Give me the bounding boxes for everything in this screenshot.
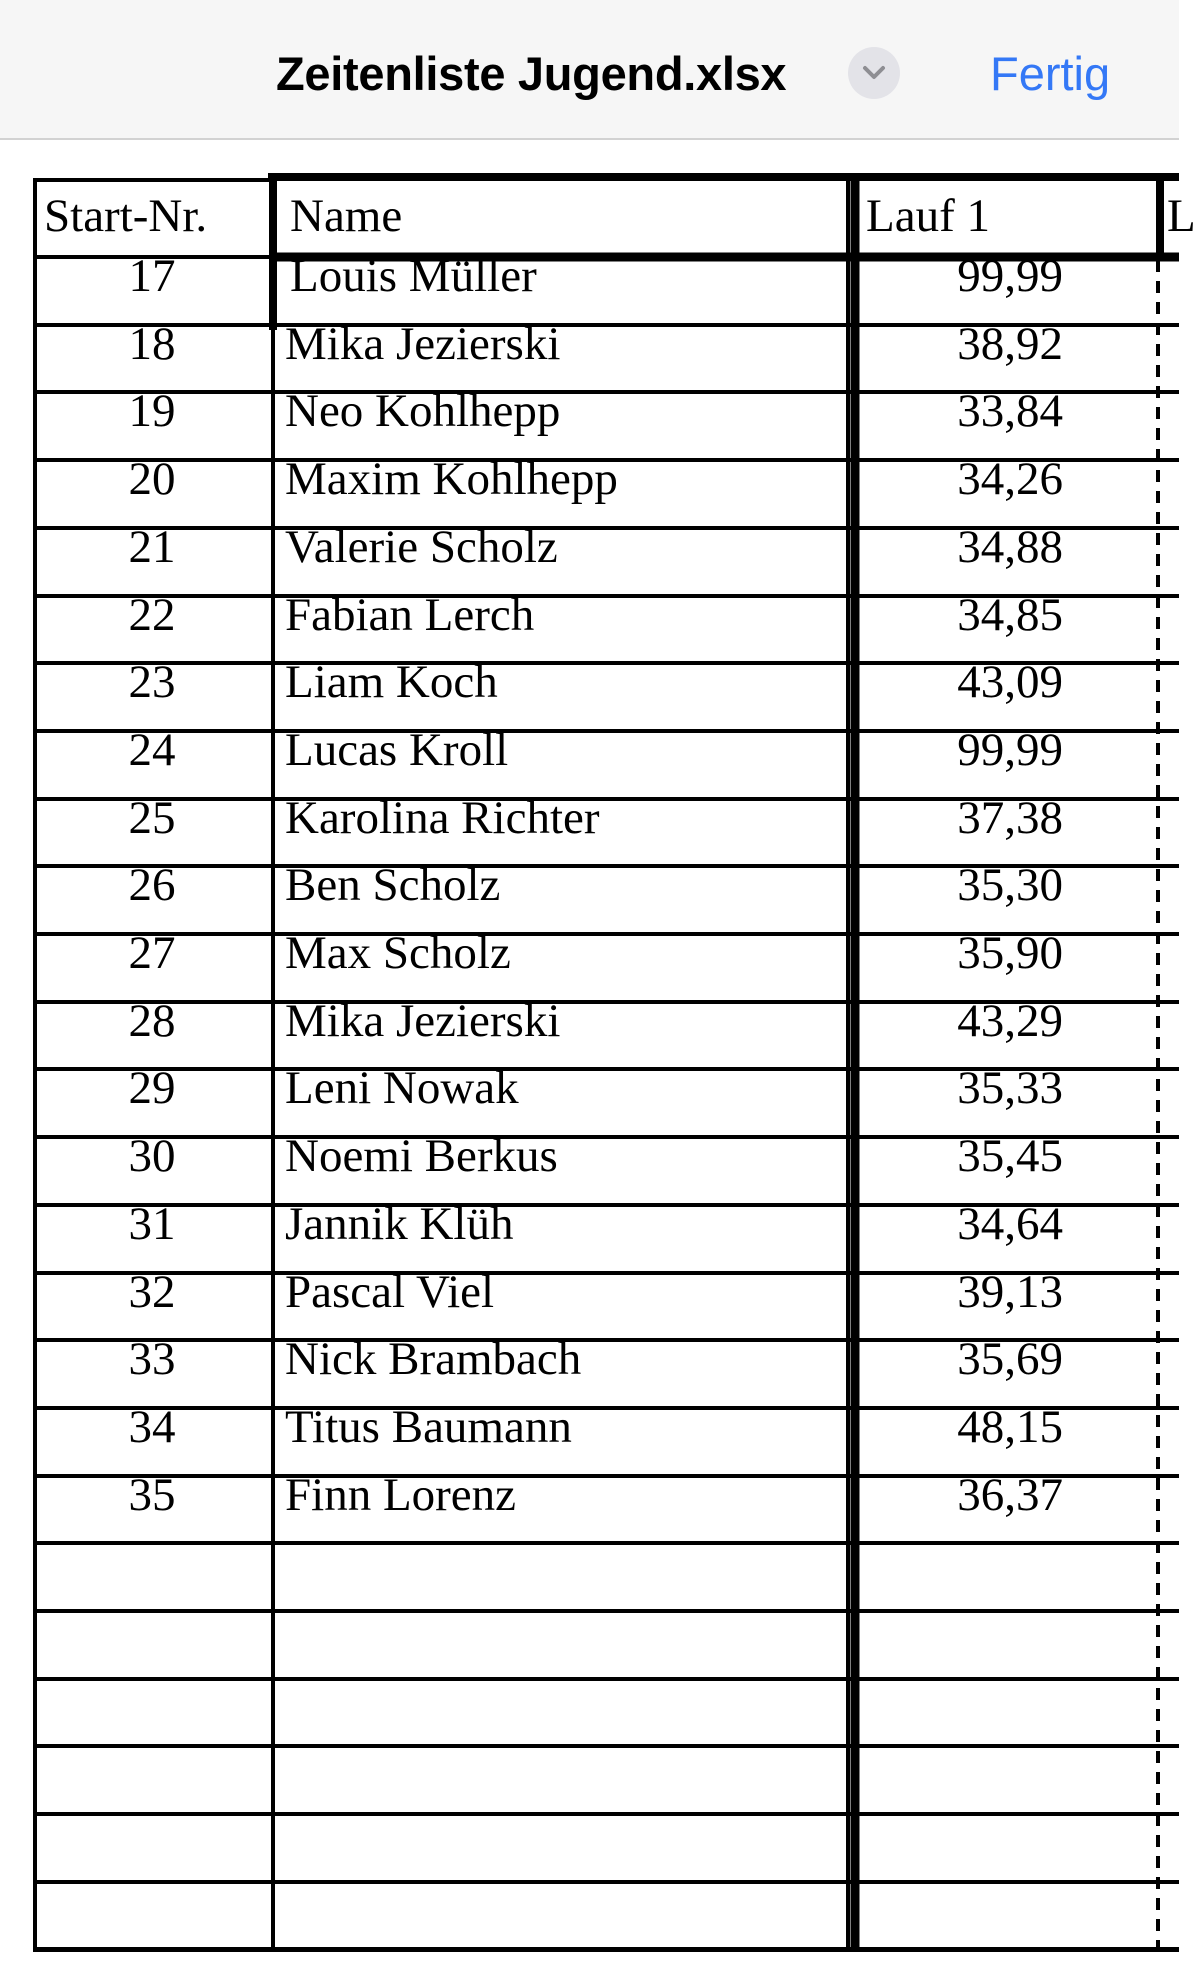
cell-name[interactable]: Nick Brambach (285, 1333, 582, 1385)
cell-name[interactable]: Valerie Scholz (285, 521, 558, 573)
cell-start-nr[interactable]: 28 (128, 995, 176, 1047)
cell-start-nr[interactable]: 17 (128, 250, 176, 302)
cell-start-nr[interactable]: 31 (128, 1198, 176, 1250)
cell-start-nr[interactable]: 22 (128, 589, 176, 641)
spreadsheet-view[interactable] (0, 140, 1196, 1966)
cell-name[interactable]: Maxim Kohlhepp (285, 453, 618, 505)
cell-lauf-1[interactable]: 39,13 (957, 1266, 1063, 1318)
cell-lauf-1[interactable]: 35,90 (957, 927, 1063, 979)
cell-start-nr[interactable]: 26 (128, 859, 176, 911)
cell-lauf-1[interactable]: 99,99 (957, 724, 1063, 776)
cell-name[interactable]: Ben Scholz (285, 859, 501, 911)
cell-lauf-1[interactable]: 34,26 (957, 453, 1063, 505)
cell-start-nr[interactable]: 29 (128, 1062, 176, 1114)
cell-lauf-1[interactable]: 35,30 (957, 859, 1063, 911)
chevron-down-icon (861, 63, 887, 83)
cell-lauf-1[interactable]: 48,15 (957, 1401, 1063, 1453)
cell-lauf-1[interactable]: 38,92 (957, 318, 1063, 370)
cell-lauf-1[interactable]: 37,38 (957, 792, 1063, 844)
cell-start-nr[interactable]: 18 (128, 318, 176, 370)
cell-start-nr[interactable]: 30 (128, 1130, 176, 1182)
cell-name[interactable]: Louis Müller (290, 250, 537, 302)
done-button[interactable]: Fertig (990, 47, 1111, 100)
cell-lauf-1[interactable]: 36,37 (957, 1469, 1063, 1521)
cell-lauf-1[interactable]: 35,69 (957, 1333, 1063, 1385)
cell-start-nr[interactable]: 27 (128, 927, 176, 979)
cell-name[interactable]: Fabian Lerch (285, 589, 535, 641)
cell-start-nr[interactable]: 32 (128, 1266, 176, 1318)
cell-name[interactable]: Mika Jezierski (285, 995, 561, 1047)
cell-start-nr[interactable]: 20 (128, 453, 176, 505)
header-lauf-1[interactable]: Lauf 1 (866, 190, 990, 242)
title-menu-button[interactable] (848, 47, 900, 99)
navigation-bar (0, 0, 1179, 140)
cell-name[interactable]: Liam Koch (285, 656, 498, 708)
cell-start-nr[interactable]: 25 (128, 792, 176, 844)
header-name[interactable]: Name (290, 190, 403, 242)
cell-start-nr[interactable]: 19 (128, 385, 176, 437)
cell-name[interactable]: Leni Nowak (285, 1062, 519, 1114)
cell-lauf-1[interactable]: 35,45 (957, 1130, 1063, 1182)
cell-name[interactable]: Noemi Berkus (285, 1130, 558, 1182)
cell-name[interactable]: Pascal Viel (285, 1266, 495, 1318)
cell-name[interactable]: Jannik Klüh (285, 1198, 514, 1250)
cell-lauf-1[interactable]: 34,88 (957, 521, 1063, 573)
cell-name[interactable]: Karolina Richter (285, 792, 600, 844)
header-start-nr[interactable]: Start-Nr. (44, 190, 208, 242)
cell-lauf-1[interactable]: 33,84 (957, 385, 1063, 437)
cell-name[interactable]: Titus Baumann (285, 1401, 572, 1453)
cell-name[interactable]: Finn Lorenz (285, 1469, 517, 1521)
cell-start-nr[interactable]: 23 (128, 656, 176, 708)
cell-start-nr[interactable]: 33 (128, 1333, 176, 1385)
cell-start-nr[interactable]: 21 (128, 521, 176, 573)
header-next-column[interactable]: L (1167, 190, 1196, 242)
cell-lauf-1[interactable]: 35,33 (957, 1062, 1063, 1114)
cell-start-nr[interactable]: 34 (128, 1401, 176, 1453)
cell-lauf-1[interactable]: 43,29 (957, 995, 1063, 1047)
cell-start-nr[interactable]: 24 (128, 724, 176, 776)
cell-lauf-1[interactable]: 99,99 (957, 250, 1063, 302)
cell-lauf-1[interactable]: 34,85 (957, 589, 1063, 641)
cell-lauf-1[interactable]: 34,64 (957, 1198, 1063, 1250)
cell-lauf-1[interactable]: 43,09 (957, 656, 1063, 708)
cell-name[interactable]: Neo Kohlhepp (285, 385, 561, 437)
cell-name[interactable]: Mika Jezierski (285, 318, 561, 370)
document-title[interactable]: Zeitenliste Jugend.xlsx (276, 47, 787, 100)
cell-name[interactable]: Lucas Kroll (285, 724, 509, 776)
cell-name[interactable]: Max Scholz (285, 927, 511, 979)
cell-start-nr[interactable]: 35 (128, 1469, 176, 1521)
